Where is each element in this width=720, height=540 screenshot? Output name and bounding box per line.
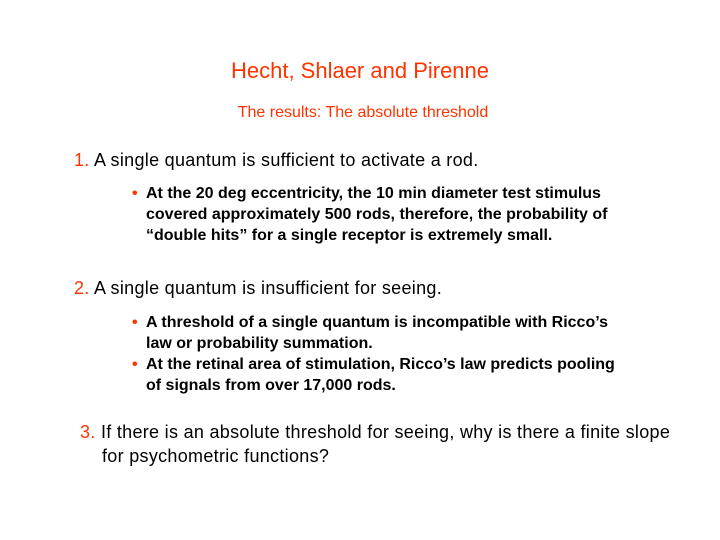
bullet-dot-icon: • [132, 356, 138, 373]
slide-subtitle: The results: The absolute threshold [237, 104, 489, 121]
bullet-item [132, 183, 642, 246]
point-1-bullets [132, 183, 642, 246]
bullet-text: At the 20 deg eccentricity, the 10 min diameter test stimulus covered approximately 500 rods, therefore, the probability of “double hits” for a single receptor is extremely small. [146, 185, 608, 244]
bullet-item [132, 354, 622, 396]
point-1 [74, 148, 694, 172]
slide-title: Hecht, Shlaer and Pirenne [230, 58, 490, 83]
point-number: 1. [74, 150, 90, 170]
bullet-dot-icon: • [132, 314, 138, 331]
point-number: 3. [80, 422, 96, 442]
bullet-text: A threshold of a single quantum is incompatible with Ricco’s law or probability summation. [146, 314, 608, 352]
bullet-text: At the retinal area of stimulation, Ricco’s law predicts pooling of signals from over 17,000 rods. [146, 356, 615, 394]
point-number: 2. [74, 278, 90, 298]
point-2 [74, 276, 694, 300]
point-text: If there is an absolute threshold for seeing, why is there a finite slope for psychometric functions? [100, 422, 671, 466]
bullet-dot-icon: • [132, 185, 138, 202]
point-text: A single quantum is sufficient to activate a rod. [93, 150, 479, 170]
point-3 [80, 420, 692, 468]
point-text: A single quantum is insufficient for seeing. [93, 278, 443, 298]
bullet-item [132, 312, 622, 354]
point-2-bullets [132, 312, 622, 396]
